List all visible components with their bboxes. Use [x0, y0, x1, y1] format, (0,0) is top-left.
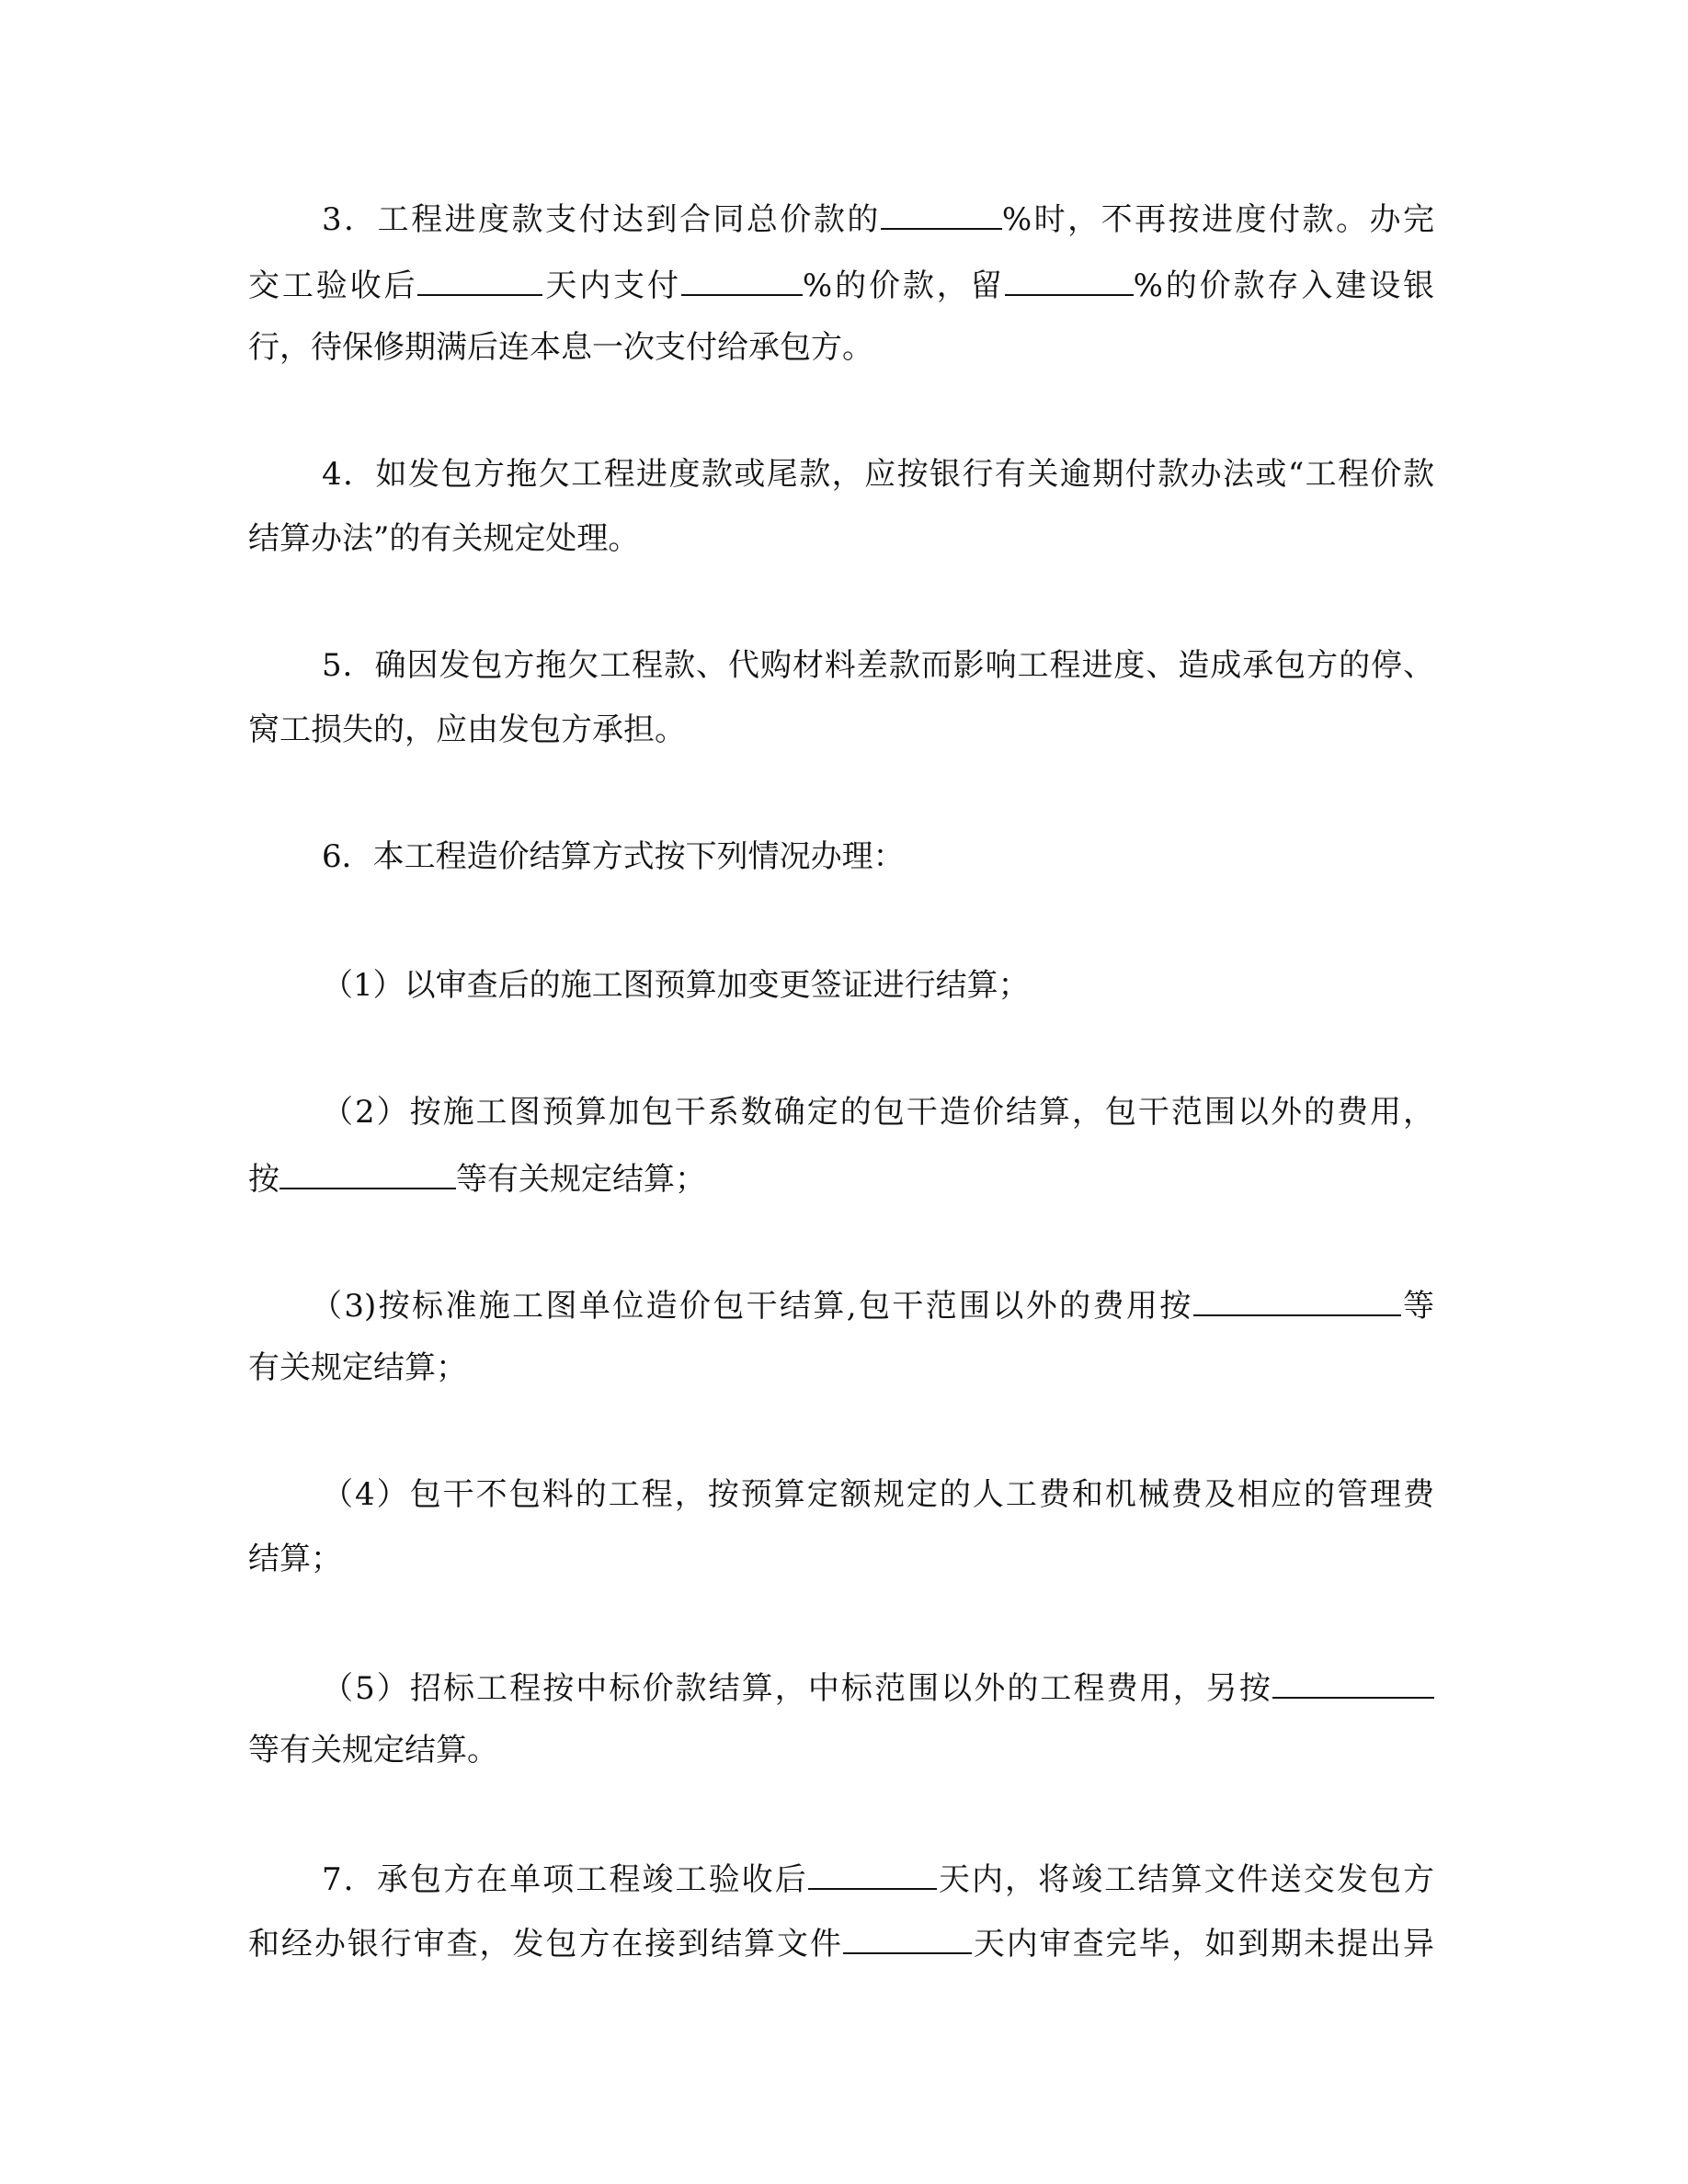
- fill-blank[interactable]: [808, 1857, 937, 1890]
- clause-3-line-2: [248, 263, 1434, 307]
- clause-3-line-3: [248, 327, 1434, 371]
- text-span: 3．工程进度款支付达到合同总价款的: [322, 201, 881, 238]
- fill-blank[interactable]: [1005, 263, 1134, 296]
- text-span: %时，不再按进度付款。办完: [1001, 201, 1434, 238]
- clause-6-5-line-2: [248, 1730, 1434, 1774]
- text-span: 按: [248, 1161, 279, 1198]
- clause-5-line-1: [248, 645, 1434, 689]
- clause-4-line-1: [248, 454, 1434, 498]
- clause-6-2-line-1: [248, 1092, 1434, 1136]
- clause-6-4-line-2: [248, 1539, 1434, 1583]
- text-span: %的价款存入建设银: [1133, 267, 1434, 304]
- clause-6-3-line-1: [248, 1283, 1434, 1327]
- fill-blank[interactable]: [843, 1921, 972, 1954]
- fill-blank[interactable]: [681, 263, 803, 296]
- text-span: （1）以审查后的施工图预算加变更签证进行结算；: [322, 967, 1030, 1004]
- text-span: （5）招标工程按中标价款结算，中标范围以外的工程费用，另按: [322, 1670, 1272, 1707]
- clause-6-3-line-2: [248, 1348, 1434, 1392]
- text-span: 行，待保修期满后连本息一次支付给承包方。: [248, 329, 873, 366]
- fill-blank[interactable]: [417, 263, 542, 296]
- text-span: （3)按标准施工图单位造价包干结算,包干范围以外的费用按: [311, 1288, 1193, 1325]
- clause-7-line-1: [248, 1857, 1434, 1901]
- text-span: 天内，将竣工结算文件送交发包方: [936, 1861, 1434, 1898]
- text-span: 等有关规定结算。: [248, 1732, 498, 1769]
- text-span: 4．如发包方拖欠工程进度款或尾款，应按银行有关逾期付款办法或“工程价款: [322, 456, 1434, 493]
- fill-blank[interactable]: [1193, 1283, 1401, 1316]
- text-span: 和经办银行审查，发包方在接到结算文件: [248, 1926, 843, 1962]
- text-span: 5．确因发包方拖欠工程款、代购材料差款而影响工程进度、造成承包方的停、: [322, 647, 1434, 684]
- text-span: 7．承包方在单项工程竣工验收后: [322, 1861, 808, 1898]
- fill-blank[interactable]: [279, 1156, 456, 1189]
- text-span: 有关规定结算；: [248, 1349, 467, 1386]
- fill-blank[interactable]: [881, 197, 1002, 230]
- text-span: （4）包干不包料的工程，按预算定额规定的人工费和机械费及相应的管理费: [322, 1476, 1434, 1513]
- text-span: （2）按施工图预算加包干系数确定的包干造价结算，包干范围以外的费用，: [322, 1094, 1434, 1131]
- text-span: 等有关规定结算；: [456, 1161, 706, 1198]
- text-span: 窝工损失的，应由发包方承担。: [248, 711, 686, 748]
- clause-5-line-2: [248, 710, 1434, 754]
- text-span: 结算办法”的有关规定处理。: [248, 520, 640, 557]
- clause-6-1-line-1: [248, 965, 1434, 1009]
- text-span: 结算；: [248, 1541, 342, 1577]
- text-span: 交工验收后: [248, 267, 418, 304]
- clause-6-4-line-1: [248, 1474, 1434, 1519]
- clause-3-line-1: [248, 197, 1434, 241]
- text-span: 天内审查完毕，如到期未提出异: [971, 1926, 1434, 1962]
- clause-6-line-1: [248, 836, 1434, 881]
- text-span: 等: [1400, 1288, 1435, 1325]
- clause-6-5-line-1: [248, 1666, 1434, 1710]
- fill-blank[interactable]: [1272, 1666, 1434, 1699]
- clause-7-line-2: [248, 1921, 1434, 1965]
- text-span: 天内支付: [542, 267, 681, 304]
- text-span: %的价款，留: [802, 267, 1005, 304]
- clause-4-line-2: [248, 518, 1434, 563]
- clause-6-2-line-2: [248, 1156, 1434, 1200]
- text-span: 6．本工程造价结算方式按下列情况办理：: [322, 838, 905, 875]
